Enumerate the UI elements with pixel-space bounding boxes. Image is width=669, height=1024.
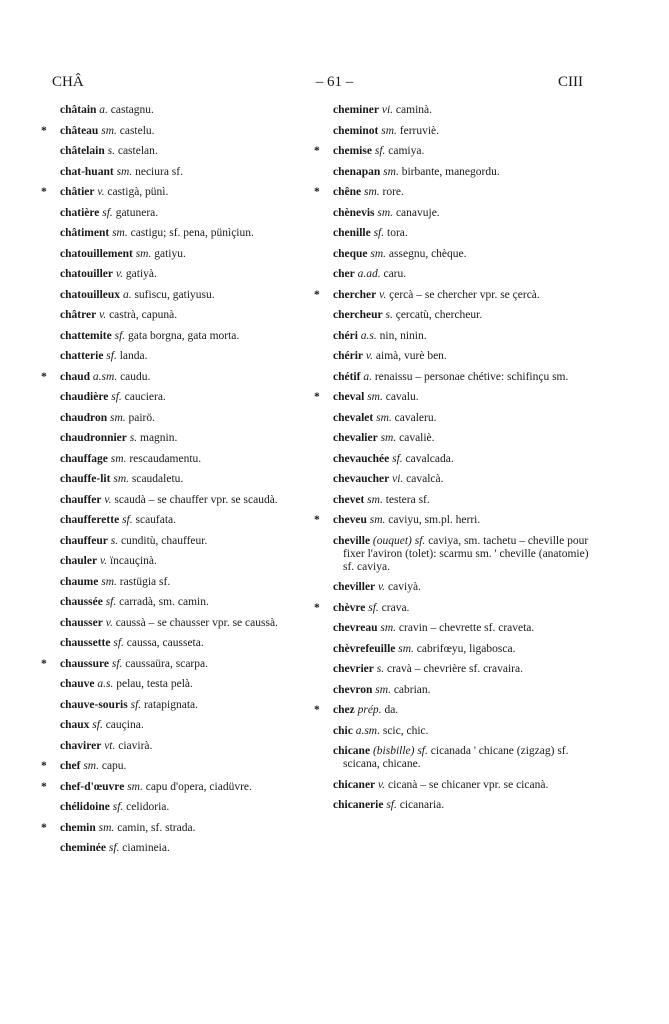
headword: cher <box>333 268 355 280</box>
dictionary-entry <box>60 617 318 630</box>
dictionary-entry <box>333 166 591 179</box>
headword: chaudron <box>60 411 108 424</box>
translation-text: cicanà – se chicaner vpr. se cicanà. <box>388 778 549 791</box>
translation-text: scaufata. <box>135 514 177 526</box>
grammar-label: vi. <box>392 473 404 485</box>
dictionary-entry <box>333 745 591 771</box>
dictionary-entry: * cheveu sm. caviyu, sm.pl. herri. <box>314 514 481 526</box>
translation-text: çercà – se chercher vpr. se çercà. <box>389 288 540 301</box>
dictionary-entry <box>60 248 318 261</box>
dictionary-entry: * chêne sm. rore. <box>314 186 404 198</box>
grammar-label: sm. <box>398 642 414 655</box>
translation-text: castrà, capunà. <box>109 309 178 321</box>
translation-text: caviya, sm. tachetu – cheville pour fixer l'aviron (tolet): scarmu sm. ' cheville (anatomie) sf. caviya. <box>343 534 589 573</box>
translation-text: rastügia sf. <box>119 575 171 588</box>
headword: chenille <box>333 227 371 239</box>
headword: chaussée <box>60 596 103 608</box>
headword: chatterie <box>60 350 104 362</box>
dictionary-entry <box>333 643 591 656</box>
grammar-label: sf. <box>102 206 113 219</box>
grammar-label: s. <box>129 432 138 444</box>
grammar-label: a. <box>122 288 132 301</box>
translation-text: cauçina. <box>105 719 144 731</box>
translation-text: castigà, pünì. <box>107 186 169 198</box>
headword: chèvrefeuille <box>333 642 396 655</box>
dictionary-entry <box>333 227 591 240</box>
headword: chêne <box>333 186 362 198</box>
grammar-label: sm. <box>112 227 128 239</box>
translation-text: cabrian. <box>393 683 431 696</box>
running-head-left: CHÂ <box>52 74 84 90</box>
grammar-label: sm. <box>98 821 115 834</box>
translation-text: scic, chic. <box>382 724 429 737</box>
grammar-label: sm. <box>375 683 391 696</box>
translation-text: gata borgna, gata morta. <box>128 329 240 342</box>
headword: chaussure <box>60 657 109 670</box>
dictionary-entry <box>60 412 318 425</box>
headword: chevaucher <box>333 473 390 485</box>
translation-text: cavalcà. <box>406 473 444 485</box>
headword: châtrer <box>60 309 97 321</box>
headword: château <box>60 124 99 137</box>
translation-text: castelu. <box>119 124 155 137</box>
translation-text: cavaleru. <box>394 411 437 424</box>
grammar-label: sf. <box>92 719 103 731</box>
headword: cheque <box>333 247 368 260</box>
grammar-label: sf. <box>392 452 403 465</box>
dictionary-entry <box>333 248 591 261</box>
dictionary-entry <box>333 799 591 812</box>
grammar-label: sm. <box>377 206 394 219</box>
headword: cheminer <box>333 104 379 116</box>
headword: chavirer <box>60 739 102 752</box>
grammar-label: vt. <box>104 739 116 752</box>
dictionary-entry <box>60 309 318 322</box>
page-number: – 61 – <box>315 74 354 90</box>
translation-text: cicanada ' chicane (zigzag) sf. scicana, chicane. <box>343 745 569 770</box>
headword: chevet <box>333 493 365 506</box>
dictionary-entry <box>333 268 591 281</box>
headword: chef <box>60 760 81 772</box>
dictionary-entry <box>333 125 591 138</box>
headword: chat-huant <box>60 165 114 178</box>
translation-text: rore. <box>382 186 404 198</box>
dictionary-entry <box>333 453 591 466</box>
translation-text: cauciera. <box>124 391 166 403</box>
translation-text: ratapignata. <box>144 698 198 711</box>
headword: chauve <box>60 678 95 690</box>
translation-text: scaudaletu. <box>131 473 184 485</box>
headword: chétif <box>333 370 361 383</box>
dictionary-entry: * chemise sf. camiya. <box>314 145 425 157</box>
grammar-label: v. <box>104 493 112 506</box>
translation-text: carradà, sm. camin. <box>119 596 209 608</box>
grammar-label: v. <box>365 350 374 362</box>
grammar-label: sf. <box>113 637 124 649</box>
headword: chatouilleux <box>60 288 121 301</box>
grammar-label: s. <box>110 534 119 547</box>
grammar-label: sm. <box>376 411 392 424</box>
headword: chérir <box>333 350 364 362</box>
dictionary-entry <box>60 596 318 609</box>
dictionary-entry: * chef sm. capu. <box>41 760 127 772</box>
dictionary-entry <box>60 166 318 179</box>
grammar-label: sm. <box>135 247 152 260</box>
dictionary-entry <box>60 432 318 445</box>
grammar-label: sm. <box>367 391 383 403</box>
headword: cheveu <box>333 514 367 526</box>
dictionary-entry <box>60 842 318 855</box>
dictionary-entry <box>60 494 318 507</box>
headword: châtain <box>60 104 97 116</box>
grammar-label: v. <box>97 186 105 198</box>
translation-text: da. <box>384 704 399 716</box>
translation-text: ïncauçinà. <box>109 555 157 567</box>
dictionary-entry <box>333 371 591 384</box>
translation-text: caviyà. <box>388 581 421 593</box>
grammar-label: sf. <box>374 145 386 157</box>
headword: chevauchée <box>333 452 390 465</box>
left-column <box>41 104 318 863</box>
dictionary-entry: * chef-d'œuvre sm. capu d'opera, ciadüvre. <box>41 780 252 793</box>
headword: chatouiller <box>60 268 114 280</box>
headword: chic <box>333 724 353 737</box>
dictionary-entry: * chemin sm. camin, sf. strada. <box>41 821 196 834</box>
dictionary-entry <box>60 514 318 527</box>
dictionary-entry: * châtier v. castigà, pünì. <box>41 186 169 198</box>
translation-text: camiya. <box>388 145 425 157</box>
dictionary-entry: * chercher v. çercà – se chercher vpr. se çercà. <box>314 288 540 301</box>
grammar-label: s. <box>385 309 393 321</box>
grammar-label: vi. <box>381 104 394 116</box>
dictionary-entry <box>333 494 591 507</box>
translation-text: renaissu – personae chétive: schifinçu sm. <box>374 370 569 383</box>
grammar-label: a. <box>99 104 108 116</box>
headword: chercher <box>333 288 377 301</box>
grammar-label: sm. <box>370 247 387 260</box>
grammar-label: a. <box>363 370 372 383</box>
translation-text: caviyu, sm.pl. herri. <box>388 514 481 526</box>
translation-text: camin, sf. strada. <box>117 821 196 834</box>
grammar-label: v. <box>99 555 108 567</box>
grammar-label: (ouquet) sf. <box>372 534 426 547</box>
grammar-label: a.s. <box>360 329 377 342</box>
translation-text: caussà – se chausser vpr. se caussà. <box>115 616 278 629</box>
translation-text: capu d'opera, ciadüvre. <box>145 780 252 793</box>
grammar-label: sm. <box>110 452 127 465</box>
translation-text: caminà. <box>395 104 432 116</box>
headword: châtiment <box>60 227 110 239</box>
headword: châtier <box>60 186 95 198</box>
grammar-label: v. <box>99 309 107 321</box>
headword: chevron <box>333 683 373 696</box>
grammar-label: sf. <box>106 350 117 362</box>
headword: chauler <box>60 555 98 567</box>
dictionary-entry: * chez prép. da. <box>314 704 399 716</box>
dictionary-entry <box>333 309 591 322</box>
grammar-label: sf. <box>108 842 120 854</box>
dictionary-entry <box>60 207 318 220</box>
translation-text: ciamineia. <box>122 842 170 854</box>
headword: chercheur <box>333 309 383 321</box>
dictionary-entry: * chaud a.sm. caudu. <box>41 370 151 383</box>
headword: chaussette <box>60 637 111 649</box>
headword: chevalet <box>333 411 374 424</box>
translation-text: gatiyu. <box>154 247 186 260</box>
grammar-label: a.ad. <box>357 268 381 280</box>
translation-text: assegnu, chèque. <box>388 247 467 260</box>
headword: chaume <box>60 575 99 588</box>
grammar-label: s. <box>107 145 115 157</box>
grammar-label: sm. <box>363 186 380 198</box>
dictionary-entry <box>60 678 318 691</box>
dictionary-entry <box>60 535 318 548</box>
grammar-label: v. <box>378 581 386 593</box>
dictionary-entry <box>60 740 318 753</box>
grammar-label: prép. <box>357 704 382 716</box>
grammar-label: s. <box>376 663 385 675</box>
dictionary-entry: * chaussure sf. caussaüra, scarpa. <box>41 657 208 670</box>
dictionary-entry <box>60 453 318 466</box>
translation-text: landa. <box>119 350 148 362</box>
headword: chausser <box>60 616 103 629</box>
grammar-label: sm. <box>116 165 133 178</box>
headword: chevrier <box>333 663 374 675</box>
grammar-label: sf. <box>373 227 385 239</box>
grammar-label: sm. <box>109 411 126 424</box>
translation-text: neciura sf. <box>135 165 183 178</box>
headword: chef-d'œuvre <box>60 780 125 793</box>
translation-text: castigu; sf. pena, pünìçiun. <box>130 227 254 239</box>
grammar-label: a.sm. <box>355 724 380 737</box>
dictionary-entry <box>333 412 591 425</box>
translation-text: gatunera. <box>115 206 159 219</box>
dictionary-entry <box>60 719 318 732</box>
headword: chicaner <box>333 778 376 791</box>
dictionary-entry <box>333 330 591 343</box>
translation-text: ferruviè. <box>399 124 440 137</box>
translation-text: çercatù, chercheur. <box>395 309 483 321</box>
headword: chènevis <box>333 206 375 219</box>
translation-text: pairö. <box>128 411 156 424</box>
headword: chauffer <box>60 493 102 506</box>
dictionary-entry <box>333 207 591 220</box>
translation-text: tora. <box>387 227 408 239</box>
translation-text: testera sf. <box>385 493 430 506</box>
dictionary-entry <box>333 104 591 117</box>
grammar-label: sm. <box>101 124 117 137</box>
right-column <box>314 104 591 820</box>
grammar-label: sm. <box>101 575 117 588</box>
headword: chicanerie <box>333 799 384 811</box>
translation-text: cavaliè. <box>399 432 435 444</box>
dictionary-entry <box>333 663 591 676</box>
dictionary-entry <box>60 699 318 712</box>
translation-text: crava. <box>381 601 410 614</box>
translation-text: caudu. <box>120 370 151 383</box>
dictionary-entry <box>333 350 591 363</box>
dictionary-entry: * chèvre sf. crava. <box>314 601 410 614</box>
dictionary-entry <box>60 104 318 117</box>
grammar-label: sf. <box>111 391 122 403</box>
grammar-label: sf. <box>111 657 123 670</box>
translation-text: magnin. <box>140 432 178 444</box>
headword: chez <box>333 704 355 716</box>
dictionary-entry <box>60 637 318 650</box>
grammar-label: (bisbille) sf. <box>372 745 428 757</box>
dictionary-entry <box>60 555 318 568</box>
translation-text: rescaudamentu. <box>129 452 202 465</box>
grammar-label: sf. <box>130 698 142 711</box>
translation-text: canavuje. <box>395 206 440 219</box>
headword: chenapan <box>333 165 381 178</box>
dictionary-entry <box>60 330 318 343</box>
translation-text: caussa, causseta. <box>126 637 204 649</box>
grammar-label: sm. <box>367 493 383 506</box>
headword: chatière <box>60 206 100 219</box>
headword: cheviller <box>333 581 376 593</box>
page-header <box>0 74 669 94</box>
translation-text: celidoria. <box>126 801 170 813</box>
dictionary-entry <box>60 350 318 363</box>
running-head-right: CIII <box>558 74 583 90</box>
headword: chauffeur <box>60 534 108 547</box>
translation-text: gatiyà. <box>125 268 157 280</box>
translation-text: capu. <box>101 760 127 772</box>
headword: chatouillement <box>60 247 133 260</box>
headword: chemise <box>333 145 372 157</box>
grammar-label: sm. <box>380 622 397 634</box>
headword: chaudière <box>60 391 109 403</box>
dictionary-entry <box>60 473 318 486</box>
grammar-label: sm. <box>127 780 143 793</box>
grammar-label: sf. <box>114 329 126 342</box>
headword: chauffe-lit <box>60 473 111 485</box>
dictionary-entry <box>60 145 318 158</box>
headword: chélidoine <box>60 801 110 813</box>
headword: chicane <box>333 745 371 757</box>
dictionary-entry <box>333 725 591 738</box>
translation-text: scaudà – se chauffer vpr. se scaudà. <box>114 493 278 506</box>
translation-text: caussaüra, scarpa. <box>125 657 208 670</box>
headword: chaux <box>60 719 90 731</box>
headword: chemin <box>60 821 96 834</box>
translation-text: cicanaria. <box>399 799 445 811</box>
headword: chattemite <box>60 329 112 342</box>
grammar-label: v. <box>379 288 387 301</box>
grammar-label: sf. <box>105 596 117 608</box>
translation-text: cabrifœyu, ligabosca. <box>416 642 516 655</box>
translation-text: castelan. <box>117 145 158 157</box>
translation-text: birbante, manegordu. <box>401 165 500 178</box>
headword: chevalier <box>333 432 378 444</box>
dictionary-entry <box>60 289 318 302</box>
headword: chéri <box>333 329 358 342</box>
translation-text: pelau, testa pelà. <box>116 678 193 690</box>
translation-text: aimà, vurè ben. <box>375 350 447 362</box>
grammar-label: sm. <box>113 473 129 485</box>
headword: cheminée <box>60 842 106 854</box>
dictionary-entry <box>60 227 318 240</box>
headword: chauffage <box>60 452 108 465</box>
grammar-label: sf. <box>112 801 124 813</box>
translation-text: cravà – chevrière sf. cravaira. <box>386 663 523 675</box>
dictionary-entry <box>60 391 318 404</box>
headword: châtelain <box>60 145 105 157</box>
headword: chaufferette <box>60 514 120 526</box>
dictionary-entry <box>333 432 591 445</box>
headword: cheminot <box>333 124 379 137</box>
headword: chevreau <box>333 622 378 634</box>
translation-text: sufiscu, gatiyusu. <box>134 288 215 301</box>
translation-text: ciavirà. <box>118 739 153 752</box>
grammar-label: sf. <box>368 601 379 614</box>
grammar-label: v. <box>378 778 386 791</box>
grammar-label: a.s. <box>97 678 114 690</box>
grammar-label: sm. <box>83 760 99 772</box>
translation-text: caru. <box>383 268 407 280</box>
headword: chèvre <box>333 601 366 614</box>
grammar-label: sm. <box>369 514 386 526</box>
translation-text: cunditù, chauffeur. <box>121 534 208 547</box>
dictionary-entry <box>333 473 591 486</box>
headword: chaud <box>60 370 91 383</box>
headword: chaudronnier <box>60 432 127 444</box>
headword: cheville <box>333 534 371 547</box>
dictionary-entry: * château sm. castelu. <box>41 124 155 137</box>
grammar-label: sm. <box>380 432 397 444</box>
dictionary-entry <box>333 581 591 594</box>
dictionary-entry <box>60 576 318 589</box>
translation-text: castagnu. <box>110 104 154 116</box>
dictionary-entry <box>333 622 591 635</box>
translation-text: cravin – chevrette sf. craveta. <box>398 622 535 634</box>
translation-text: nin, ninin. <box>379 329 427 342</box>
headword: cheval <box>333 391 365 403</box>
dictionary-entry: * cheval sm. cavalu. <box>314 391 419 403</box>
dictionary-entry <box>333 684 591 697</box>
dictionary-entry <box>60 801 318 814</box>
grammar-label: a.sm. <box>92 370 118 383</box>
dictionary-entry <box>333 779 591 792</box>
grammar-label: sf. <box>386 799 397 811</box>
grammar-label: sm. <box>381 124 397 137</box>
dictionary-entry <box>333 535 591 574</box>
grammar-label: sf. <box>122 514 133 526</box>
headword: chauve-souris <box>60 698 128 711</box>
dictionary-entry <box>60 268 318 281</box>
grammar-label: sm. <box>383 165 399 178</box>
grammar-label: v. <box>105 616 113 629</box>
translation-text: cavalcada. <box>405 452 454 465</box>
translation-text: cavalu. <box>385 391 419 403</box>
grammar-label: v. <box>115 268 124 280</box>
